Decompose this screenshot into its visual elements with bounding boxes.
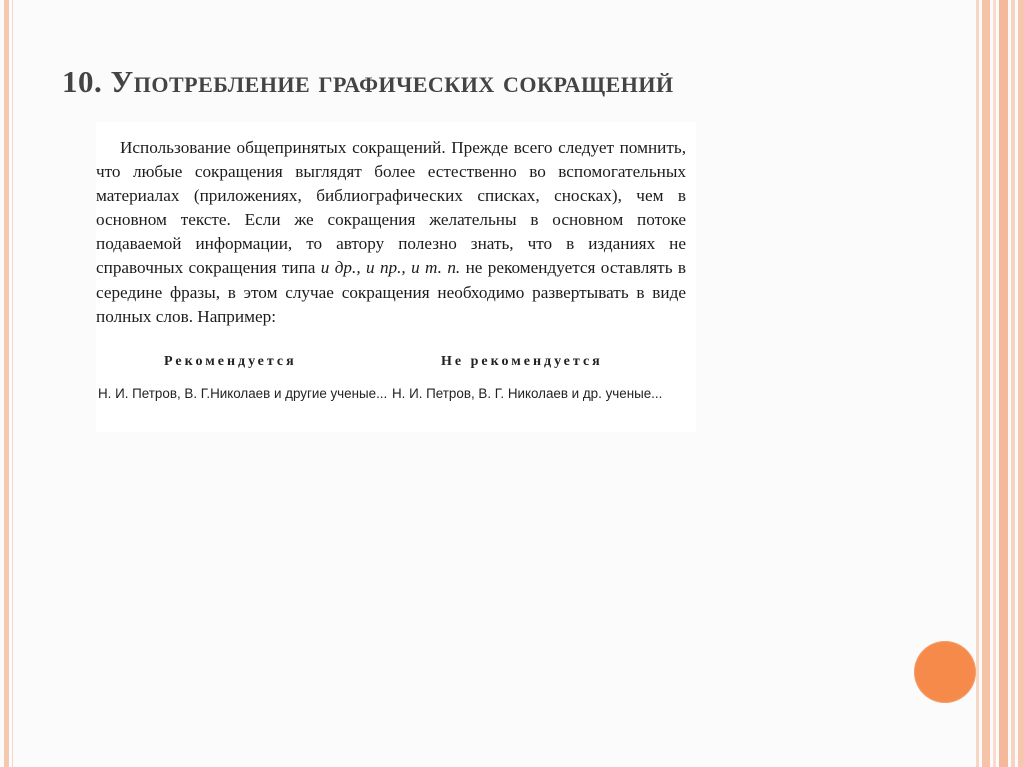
slide-title: 10. Употребление графических сокращений xyxy=(62,64,674,99)
scan-paragraph xyxy=(96,136,686,329)
paragraph-tail: не рекомендуется оставлять в середине фразы, в этом случае сокращения необходимо развертывать в виде полных слов. Например: xyxy=(96,258,687,326)
example-columns xyxy=(96,354,686,434)
stripe xyxy=(1018,0,1024,767)
paragraph-lead: Использование общепринятых сокращений. Прежде всего следует помнить, что любые сокращения выглядят более естественно во вспомогательных материалах (приложениях, библиографических списках, сносках), чем в основном тексте. Если же сокращения желательны в основном потоке подаваемой информации, то автору полезно знать, что в изданиях не справочных сокращения типа xyxy=(96,138,686,278)
recommended-heading: Рекомендуется xyxy=(164,354,297,369)
not-recommended-example: Н. И. Петров, В. Г. Николаев и др. ученые... xyxy=(392,386,663,401)
paragraph-abbrev: и др., и пр., и т. п. xyxy=(320,258,461,278)
left-border-line xyxy=(12,0,13,767)
orange-circle-decoration xyxy=(914,641,976,703)
stripe xyxy=(999,0,1008,767)
stripe xyxy=(1011,0,1015,767)
stripe xyxy=(993,0,996,767)
right-stripes-decoration xyxy=(976,0,1024,767)
not-recommended-heading: Не рекомендуется xyxy=(441,354,603,369)
left-border-decoration xyxy=(4,0,9,767)
stripe xyxy=(982,0,990,767)
scanned-text-image xyxy=(96,122,696,432)
recommended-example: Н. И. Петров, В. Г.Николаев и другие ученые... xyxy=(98,386,388,401)
cut-off-text-line xyxy=(96,122,476,132)
stripe xyxy=(976,0,979,767)
